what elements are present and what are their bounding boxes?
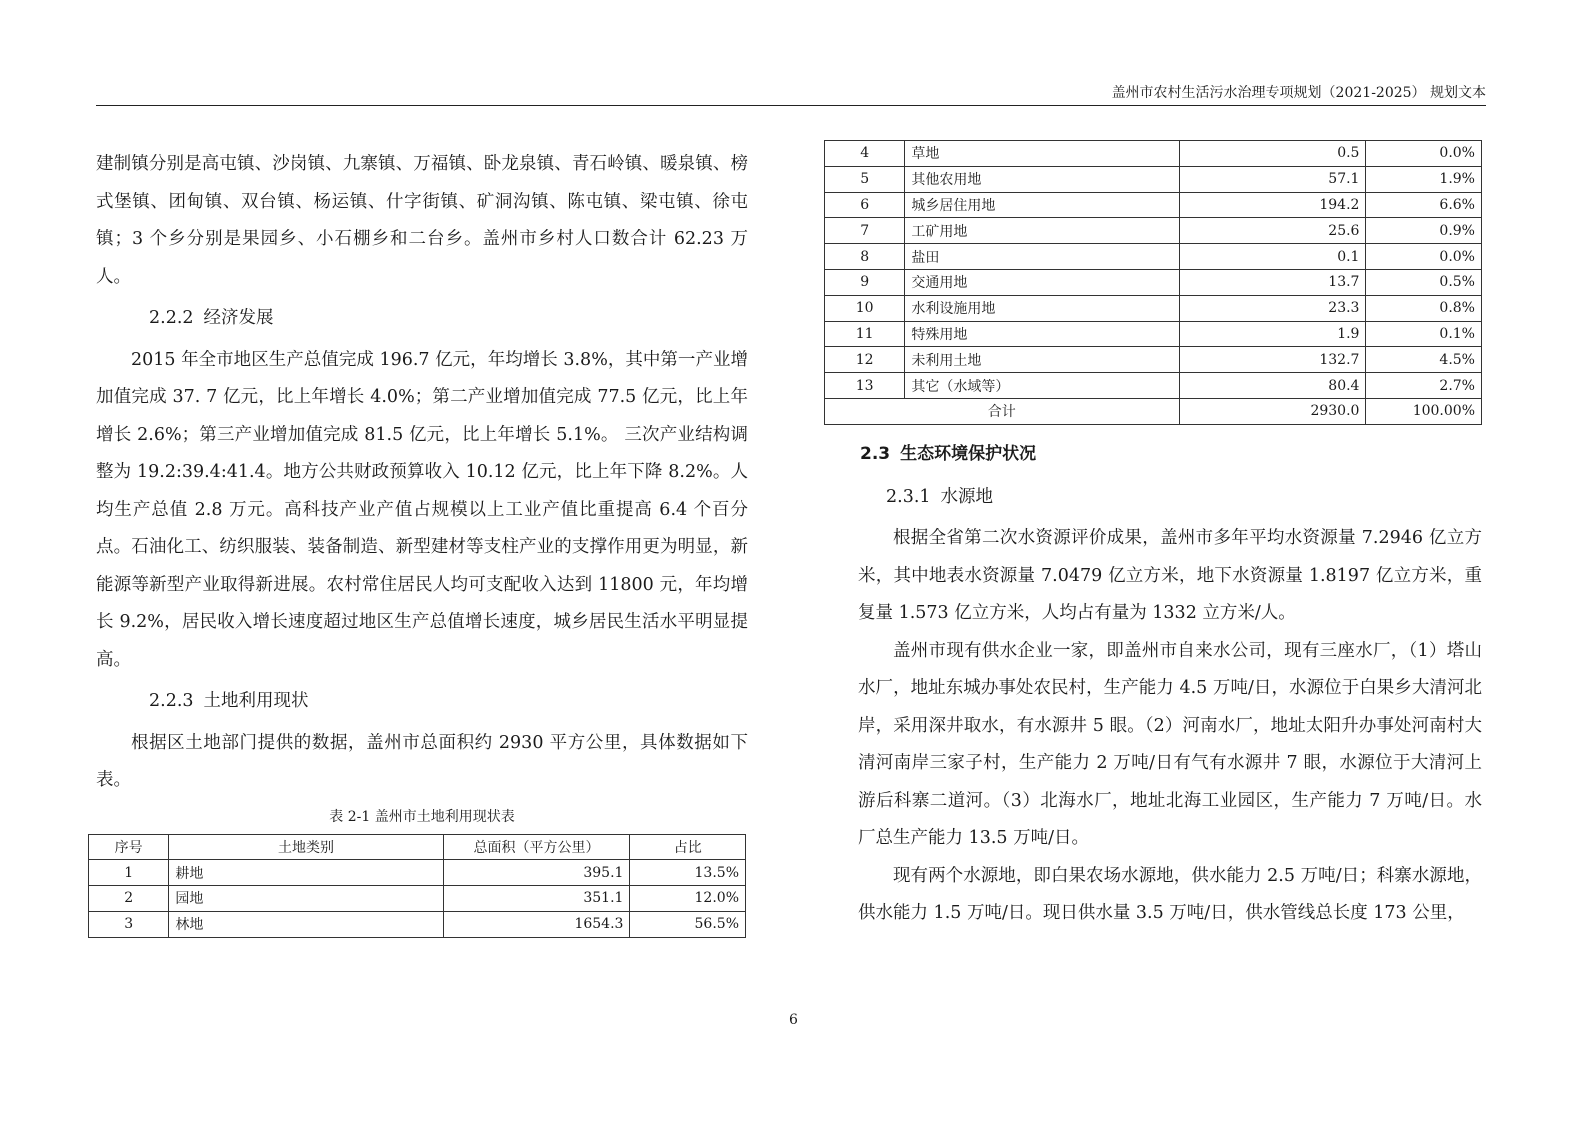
cell-index: 9	[825, 269, 905, 295]
page-number: 6	[789, 1012, 798, 1028]
table-row	[825, 295, 1482, 321]
cell-category: 交通用地	[905, 269, 1179, 295]
cell-area: 13.7	[1179, 269, 1366, 295]
section-number: 2.3	[860, 443, 891, 464]
cell-area: 80.4	[1179, 373, 1366, 399]
cell-area: 0.5	[1179, 141, 1366, 167]
land-use-table-part-2	[824, 140, 1482, 425]
cell-share: 0.9%	[1366, 218, 1482, 244]
cell-category: 草地	[905, 141, 1179, 167]
cell-index: 12	[825, 347, 905, 373]
cell-index: 1	[89, 860, 169, 886]
cell-category: 水利设施用地	[905, 295, 1179, 321]
section-number: 2.2.2	[149, 308, 194, 328]
section-title: 土地利用现状	[203, 691, 309, 711]
cell-index: 10	[825, 295, 905, 321]
intro-paragraph: 建制镇分别是高屯镇、沙岗镇、九寨镇、万福镇、卧龙泉镇、青石岭镇、暖泉镇、榜式堡镇、团甸镇、双台镇、杨运镇、什字街镇、矿洞沟镇、陈屯镇、梁屯镇、徐屯镇；3 个乡分别是果园乡、小石棚乡和二台乡。盖州市乡村人口数合计 62.23 万人。	[96, 154, 748, 287]
cell-total-share: 100.00%	[1366, 398, 1482, 424]
cell-area: 351.1	[443, 886, 630, 912]
cell-category: 其他农用地	[905, 166, 1179, 192]
section-heading-2-3	[860, 439, 1482, 469]
cell-category: 工矿用地	[905, 218, 1179, 244]
cell-category: 特殊用地	[905, 321, 1179, 347]
cell-area: 395.1	[443, 860, 630, 886]
cell-index: 7	[825, 218, 905, 244]
cell-share: 56.5%	[630, 911, 746, 937]
cell-category: 未利用土地	[905, 347, 1179, 373]
cell-area: 1.9	[1179, 321, 1366, 347]
cell-share: 0.5%	[1366, 269, 1482, 295]
cell-area: 57.1	[1179, 166, 1366, 192]
table-row	[825, 321, 1482, 347]
running-header: 盖州市农村生活污水治理专项规划（2021-2025） 规划文本	[1111, 85, 1486, 101]
cell-index: 6	[825, 192, 905, 218]
cell-area: 1654.3	[443, 911, 630, 937]
header-cell: 土地类别	[169, 834, 443, 860]
section-number: 2.3.1	[886, 486, 931, 507]
section-title: 生态环境保护状况	[900, 443, 1037, 464]
water-paragraph-2: 盖州市现有供水企业一家，即盖州市自来水公司，现有三座水厂，（1）塔山水厂，地址东城办事处农民村，生产能力 4.5 万吨/日，水源位于白果乡大清河北岸，采用深井取水，有水源井 5 眼。（2）河南水厂，地址太阳升办事处河南村大清河南岸三家子村，生产能力 2 万吨/日有气有水源井 7 眼，水源位于大清河上游后科寨二道河。（3）北海水厂，地址北海工业园区，生产能力 7 万吨/日。水厂总生产能力 13.5 万吨/日。	[858, 640, 1482, 849]
table-row	[825, 141, 1482, 167]
table-row	[825, 192, 1482, 218]
cell-index: 2	[89, 886, 169, 912]
cell-index: 13	[825, 373, 905, 399]
header-cell: 总面积（平方公里）	[443, 834, 630, 860]
cell-share: 4.5%	[1366, 347, 1482, 373]
cell-share: 0.8%	[1366, 295, 1482, 321]
economy-paragraph: 2015 年全市地区生产总值完成 196.7 亿元，年均增长 3.8%，其中第一产业增加值完成 37. 7 亿元，比上年增长 4.0%；第二产业增加值完成 77.5 亿元，比上年增长 2.6%；第三产业增加值完成 81.5 亿元，比上年增长 5.1%。 三次产业结构调整为 19.2:39.4:41.4。地方公共财政预算收入 10.12 亿元，比上年下降 8.2%。人均生产总值 2.8 万元。高科技产业产值占规模以上工业产值比重提高 6.4 个百分点。石油化工、纺织服装、装备制造、新型建材等支柱产业的支撑作用更为明显，新能源等新型产业取得新进展。农村常住居民人均可支配收入达到 11800 元，年均增长 9.2%，居民收入增长速度超过地区生产总值增长速度，城乡居民生活水平明显提高。	[96, 349, 748, 670]
table-row	[825, 218, 1482, 244]
table-row	[825, 373, 1482, 399]
water-paragraph-3: 现有两个水源地，即白果农场水源地，供水能力 2.5 万吨/日；科寨水源地，供水能力 1.5 万吨/日。现日供水量 3.5 万吨/日，供水管线总长度 173 公里，	[858, 865, 1482, 924]
left-column	[96, 146, 748, 938]
cell-area: 0.1	[1179, 244, 1366, 270]
right-column	[855, 140, 1482, 933]
cell-share: 0.0%	[1366, 244, 1482, 270]
cell-category: 园地	[169, 886, 443, 912]
cell-category: 耕地	[169, 860, 443, 886]
cell-share: 2.7%	[1366, 373, 1482, 399]
cell-category: 林地	[169, 911, 443, 937]
cell-index: 5	[825, 166, 905, 192]
cell-share: 1.9%	[1366, 166, 1482, 192]
table-row	[89, 911, 746, 937]
cell-category: 盐田	[905, 244, 1179, 270]
cell-category: 其它（水域等）	[905, 373, 1179, 399]
cell-area: 132.7	[1179, 347, 1366, 373]
table-row	[825, 166, 1482, 192]
table-caption: 表 2-1 盖州市土地利用现状表	[329, 808, 515, 825]
section-number: 2.2.3	[149, 691, 194, 711]
section-heading-2-2-3	[96, 683, 748, 721]
cell-share: 0.0%	[1366, 141, 1482, 167]
section-heading-2-2-2	[96, 300, 748, 338]
cell-index: 8	[825, 244, 905, 270]
cell-total-label: 合计	[825, 398, 1180, 424]
section-heading-2-3-1	[858, 479, 1482, 517]
cell-index: 3	[89, 911, 169, 937]
cell-share: 0.1%	[1366, 321, 1482, 347]
water-paragraph-1: 根据全省第二次水资源评价成果，盖州市多年平均水资源量 7.2946 亿立方米，其中地表水资源量 7.0479 亿立方米，地下水资源量 1.8197 亿立方米，重复量 1.573 亿立方米，人均占有量为 1332 立方米/人。	[858, 528, 1482, 624]
land-paragraph: 根据区土地部门提供的数据，盖州市总面积约 2930 平方公里，具体数据如下表。	[96, 732, 748, 790]
header-rule	[96, 105, 1486, 106]
table-row	[825, 244, 1482, 270]
cell-category: 城乡居住用地	[905, 192, 1179, 218]
table-row	[825, 347, 1482, 373]
cell-area: 23.3	[1179, 295, 1366, 321]
table-row	[89, 886, 746, 912]
cell-index: 11	[825, 321, 905, 347]
cell-area: 194.2	[1179, 192, 1366, 218]
section-title: 水源地	[940, 486, 994, 507]
table-header-row	[89, 834, 746, 860]
cell-share: 13.5%	[630, 860, 746, 886]
cell-area: 25.6	[1179, 218, 1366, 244]
cell-share: 12.0%	[630, 886, 746, 912]
section-title: 经济发展	[203, 308, 274, 328]
header-cell: 序号	[89, 834, 169, 860]
table-total-row	[825, 398, 1482, 424]
land-use-table-part-1	[88, 834, 746, 938]
cell-share: 6.6%	[1366, 192, 1482, 218]
table-row	[89, 860, 746, 886]
header-cell: 占比	[630, 834, 746, 860]
table-row	[825, 269, 1482, 295]
cell-total-area: 2930.0	[1179, 398, 1366, 424]
cell-index: 4	[825, 141, 905, 167]
